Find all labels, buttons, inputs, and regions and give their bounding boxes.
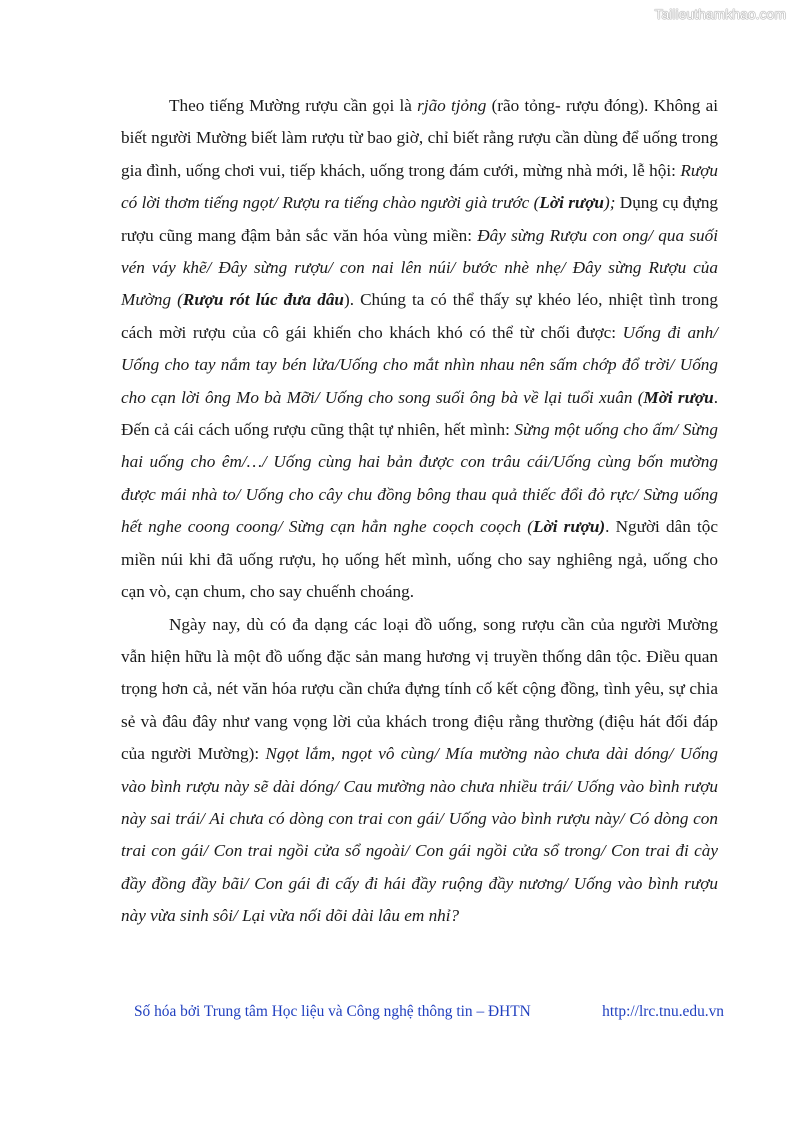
body-text xyxy=(121,90,718,933)
paragraph-1 xyxy=(121,90,718,609)
page-footer xyxy=(134,1003,724,1021)
verse-quote: Sừng một uống cho ấm/ Sừng hai uống cho êm/…/ Uống cùng hai bản được con trâu cái/Uống cùng bốn mường được mái nhà to/ Uống cho cây chu đồng bông thau quả thiếc đổi đỏ rực/ Sừng uống hết nghe coong coong/ Sừng cạn hẳn nghe coọch coọch ( xyxy=(121,420,718,537)
text-run: Dụng cụ đựng rượu cũng mang đậm bản sắc văn hóa vùng miền: xyxy=(121,193,719,245)
source-label: Lời rượu xyxy=(539,193,604,213)
paragraph-2 xyxy=(121,609,718,933)
text-run: . Đến cả cái cách uống rượu cũng thật tự nhiên, hết mình: xyxy=(121,387,718,440)
source-label: Mời rượu xyxy=(643,387,714,407)
text-run: ). Chúng ta có thể thấy sự khéo léo, nhiệt tình trong cách mời rượu của cô gái khiến cho khách khó có thể từ chối được: xyxy=(121,290,718,342)
text-run: Ngày nay, dù có đa dạng các loại đồ uống, song rượu cần của người Mường vẫn hiện hữu là một đồ uống đặc sản mang hương vị truyền thống dân tộc. Điều quan trọng hơn cả, nét văn hóa rượu cần chứa đựng tính cố kết cộng đồng, tình yêu, sự chia sẻ và đâu đây như vang vọng lời của khách trong điệu rằng thường (điệu hát đối đáp của người Mường): xyxy=(121,614,718,764)
footer-credit: Số hóa bởi Trung tâm Học liệu và Công nghệ thông tin – ĐHTN xyxy=(134,1003,531,1020)
verse-quote: Ngọt lắm, ngọt vô cùng/ Mía mường nào chưa dài dóng/ Uống vào bình rượu này sẽ dài dóng/ Cau mường nào chưa nhiều trái/ Uống vào bình rượu này sai trái/ Ai chưa có dòng con trai con gái/ Uống vào bình rượu này/ Có dòng con trai con gái/ Con trai ngồi cửa sổ ngoài/ Con gái ngồi cửa sổ trong/ Con trai đi cày đầy đồng đầy bãi/ Con gái đi cấy đi hái đầy ruộng đầy nương/ Uống vào bình rượu này vừa sinh sôi/ Lại vừa nối dõi dài lâu em nhỉ? xyxy=(121,744,718,926)
watermark: Tailieuthamkhao.com xyxy=(654,6,786,22)
text-run: . Người dân tộc miền núi khi đã uống rượu, họ uống hết mình, uống cho say nghiêng ngả, uống cho cạn vò, cạn chum, cho say chuếnh choáng. xyxy=(121,517,718,602)
italic-run: rjão tjỏng xyxy=(417,96,487,115)
verse-quote: Uống đi anh/ Uống cho tay nắm tay bén lửa/Uống cho mắt nhìn nhau nên sấm chớp đổ trời/ Uống cho cạn lời ông Mo bà Mỡi/ Uống cho song suối ông bà về lại tuổi xuân ( xyxy=(121,322,718,407)
text-run: (rão tỏng- rượu đóng). Không ai biết người Mường biết làm rượu từ bao giờ, chỉ biết rằng rượu cần dùng để uống trong gia đình, uống chơi vui, tiếp khách, uống trong đám cưới, mừng nhà mới, lễ hội: xyxy=(121,96,718,180)
source-label: Lời rượu) xyxy=(532,517,606,537)
text-run: Theo tiếng Mường rượu cần gọi là xyxy=(169,96,418,115)
verse-quote: Rượu có lời thơm tiếng ngọt/ Rượu ra tiếng chào người già trước ( xyxy=(121,160,718,213)
footer-url: http://lrc.tnu.edu.vn xyxy=(602,1003,724,1020)
source-label: Rượu rót lúc đưa dâu xyxy=(182,290,344,310)
verse-quote: Đây sừng Rượu con ong/ qua suối vén váy khẽ/ Đây sừng rượu/ con nai lên núi/ bước nhè nhẹ/ Đây sừng Rượu của Mường ( xyxy=(121,225,718,310)
italic-run: ); xyxy=(603,193,616,213)
